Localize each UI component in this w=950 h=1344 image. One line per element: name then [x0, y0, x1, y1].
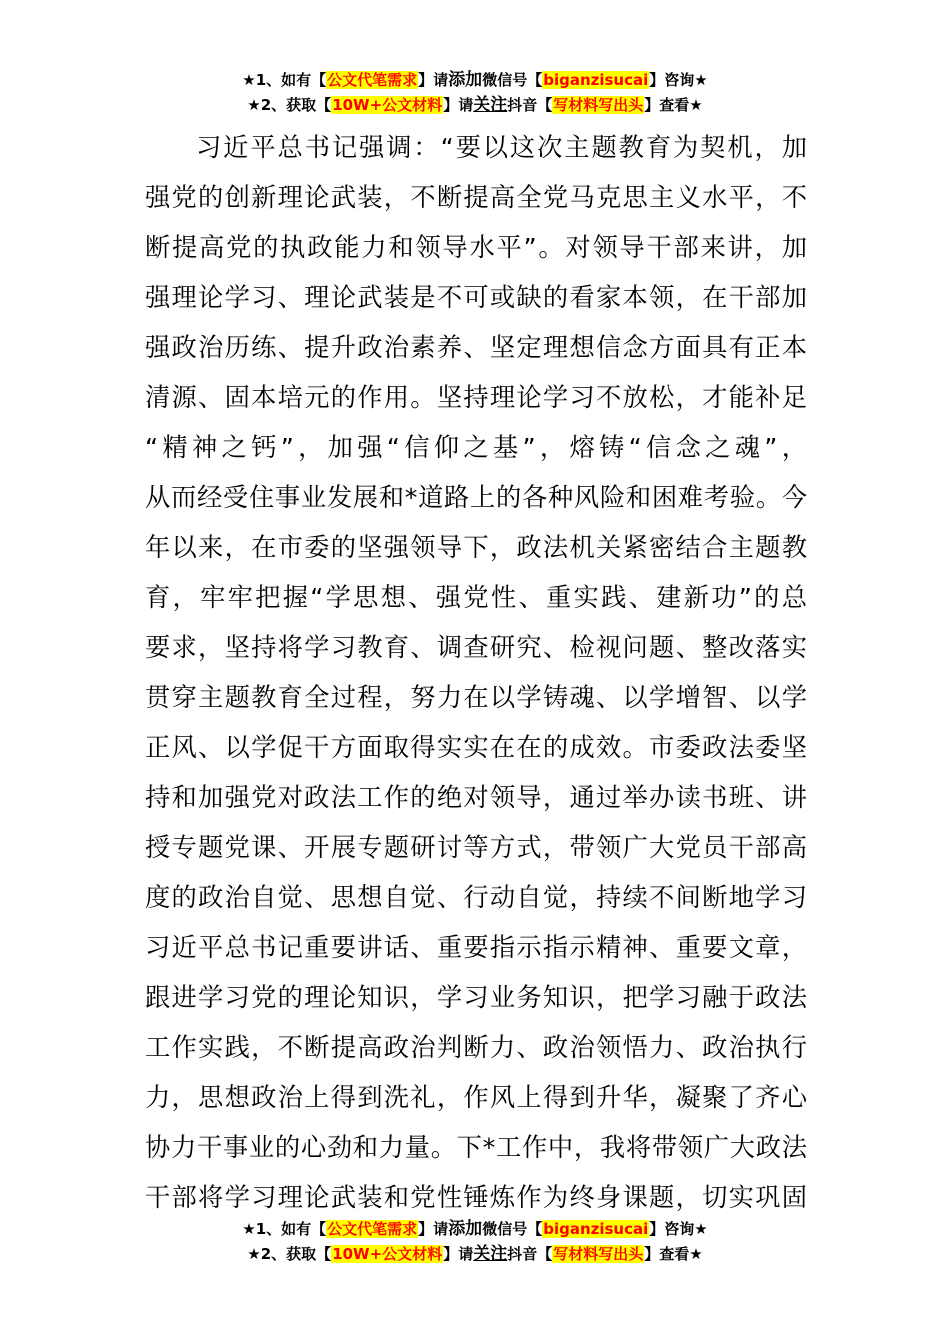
banner-line-1	[0, 1217, 950, 1242]
text-line: 强政治历练、提升政治素养、坚定理想信念方面具有正本	[145, 333, 807, 362]
banner-emphasis: 添加	[448, 70, 483, 90]
text-line: 力，思想政治上得到洗礼，作风上得到升华，凝聚了齐心	[145, 1083, 807, 1112]
banner-text: ★1、如有【	[242, 1220, 327, 1238]
highlight-wechat-id: biganzisucai	[543, 1220, 649, 1238]
highlight-douyin-account: 写材料写出头	[553, 1245, 644, 1263]
text-line: “精神之钙”，加强“信仰之基”，熔铸“信念之魂”，	[145, 433, 807, 462]
text-line: 习近平总书记重要讲话、重要指示指示精神、重要文章，	[145, 933, 807, 962]
text-line: 正风、以学促干方面取得实实在在的成效。市委政法委坚	[145, 733, 807, 762]
footer-banner	[0, 1217, 950, 1267]
text-line: 从而经受住事业发展和*道路上的各种风险和困难考验。今	[145, 483, 807, 512]
text-line: 年以来，在市委的坚强领导下，政法机关紧密结合主题教	[145, 533, 807, 562]
text-line: 持和加强党对政法工作的绝对领导，通过举办读书班、讲	[145, 783, 807, 812]
banner-text: 】请	[443, 96, 474, 114]
text-line: 强党的创新理论武装，不断提高全党马克思主义水平，不	[145, 183, 807, 212]
banner-text: 】请	[418, 71, 449, 89]
banner-text: 】请	[418, 1220, 449, 1238]
banner-text: 】咨询★	[649, 71, 708, 89]
highlight-materials: 10W+公文材料	[332, 1245, 443, 1263]
banner-emphasis: 关注	[473, 1244, 508, 1264]
text-line: 跟进学习党的理论知识，学习业务知识，把学习融于政法	[145, 983, 807, 1012]
banner-text: 抖音【	[507, 96, 553, 114]
banner-line-2	[0, 1242, 950, 1267]
banner-text: 】查看★	[644, 1245, 703, 1263]
text-line: 习近平总书记强调：“要以这次主题教育为契机，加	[196, 133, 807, 162]
highlight-materials: 10W+公文材料	[332, 96, 443, 114]
text-line: 断提高党的执政能力和领导水平”。对领导干部来讲，加	[145, 233, 807, 262]
highlight-douyin-account: 写材料写出头	[553, 96, 644, 114]
text-line: 要求，坚持将学习教育、调查研究、检视问题、整改落实	[145, 633, 807, 662]
header-banner	[0, 68, 950, 118]
highlight-wechat-id: biganzisucai	[543, 71, 649, 89]
text-line: 育，牢牢把握“学思想、强党性、重实践、建新功”的总	[145, 583, 807, 612]
banner-text: 】咨询★	[649, 1220, 708, 1238]
text-line: 授专题党课、开展专题研讨等方式，带领广大党员干部高	[145, 833, 807, 862]
banner-text: 微信号【	[482, 1220, 543, 1238]
banner-text: 】请	[443, 1245, 474, 1263]
text-line: 工作实践，不断提高政治判断力、政治领悟力、政治执行	[145, 1033, 807, 1062]
article-body	[145, 123, 807, 1223]
banner-line-2	[0, 93, 950, 118]
banner-emphasis: 添加	[448, 1219, 483, 1239]
banner-emphasis: 关注	[473, 95, 508, 115]
banner-text: ★1、如有【	[242, 71, 327, 89]
text-line: 贯穿主题教育全过程，努力在以学铸魂、以学增智、以学	[145, 683, 807, 712]
highlight-service: 公文代笔需求	[327, 1220, 418, 1238]
banner-text: 】查看★	[644, 96, 703, 114]
banner-text: ★2、获取【	[247, 96, 332, 114]
banner-line-1	[0, 68, 950, 93]
banner-text: 微信号【	[482, 71, 543, 89]
text-line: 强理论学习、理论武装是不可或缺的看家本领，在干部加	[145, 283, 807, 312]
text-line: 清源、固本培元的作用。坚持理论学习不放松，才能补足	[145, 383, 807, 412]
text-line: 度的政治自觉、思想自觉、行动自觉，持续不间断地学习	[145, 883, 807, 912]
banner-text: 抖音【	[507, 1245, 553, 1263]
text-line: 协力干事业的心劲和力量。下*工作中，我将带领广大政法	[145, 1133, 807, 1162]
banner-text: ★2、获取【	[247, 1245, 332, 1263]
highlight-service: 公文代笔需求	[327, 71, 418, 89]
text-line: 干部将学习理论武装和党性锤炼作为终身课题，切实巩固	[145, 1183, 807, 1212]
